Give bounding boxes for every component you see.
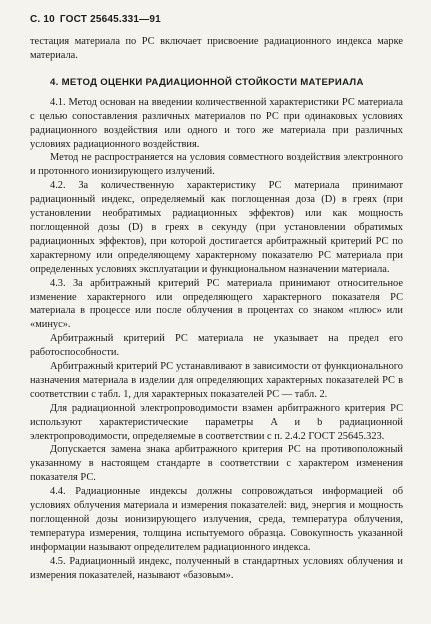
page-number: С. 10 [30,14,55,25]
paragraph-4-3: 4.3. За арбитражный критерий РС материала принимают относительное изменение характерного или определяющего характерного показателя РС материала в процессе или после облучения в процентах со знаком «плюс» или «минус». [30,277,403,331]
paragraph-4-1-note: Метод не распространяется на условия совместного воздействия электронного и протонного ионизирующего излучений. [30,152,403,178]
standard-designation: ГОСТ 25645.331—91 [59,14,161,25]
paragraph-4-2: 4.2. За количественную характеристику РС материала принимают радиационный индекс, определяемый как поглощенная доза (D) в греях (при установлении необратимых радиационных эффектов) или как мощность поглощенной дозы (D) в греях в секунду (при установлении обратимых радиационных эффектов), при которой достигается арбитражный критерий РС по характерному или определяющему характерному показателю РС материала при определенных условиях эксплуатации и функциональном назначении материала. [30,180,403,275]
page-header [30,14,403,25]
paragraph-4-3-limit: Арбитражный критерий РС материала не указывает на предел его работоспособности. [30,333,403,359]
paragraph-4-3-conductivity: Для радиационной электропроводимости взамен арбитражного критерия РС используют характеристические параметры A и b радиационной электропроводимости, определяемые в соответствии с п. 2.4.2 ГОСТ 25645.323. [30,402,403,442]
document-body [30,35,403,583]
paragraph-intro-continuation: тестация материала по РС включает присвоение радиационного индекса марке материала. [30,36,403,61]
paragraph-4-3-criterion: Арбитражный критерий РС устанавливают в зависимости от функционального назначения материала в изделии для определяющих характерных показателей РС в соответствии с табл. 1, для характерных показателей РС — табл. 2. [30,361,403,400]
paragraph-4-5: 4.5. Радиационный индекс, полученный в стандартных условиях облучения и измерения показателей, называют «базовым». [30,555,403,581]
section-heading: 4. МЕТОД ОЦЕНКИ РАДИАЦИОННОЙ СТОЙКОСТИ МАТЕРИАЛА [50,76,364,88]
paragraph-4-1: 4.1. Метод основан на введении количественной характеристики РС материала с целью сопоставления различных материалов по РС при одинаковых условиях радиационного воздействия или одного и того же материала при различных условиях радиационного воздействия. [30,96,403,150]
paragraph-4-4: 4.4. Радиационные индексы должны сопровождаться информацией об условиях облучения материала и измерения показателей: вид, энергия и мощность поглощенной дозы ионизирующего излучения, среда, температура облучения, температура измерения, толщина испытуемого образца. Совокупность указанной информации называют определителем радиационного индекса. [30,486,403,553]
paragraph-4-3-sign: Допускается замена знака арбитражного критерия РС на противоположный указанному в настоящем стандарте в соответствии с характером изменения показателя РС. [30,444,403,484]
